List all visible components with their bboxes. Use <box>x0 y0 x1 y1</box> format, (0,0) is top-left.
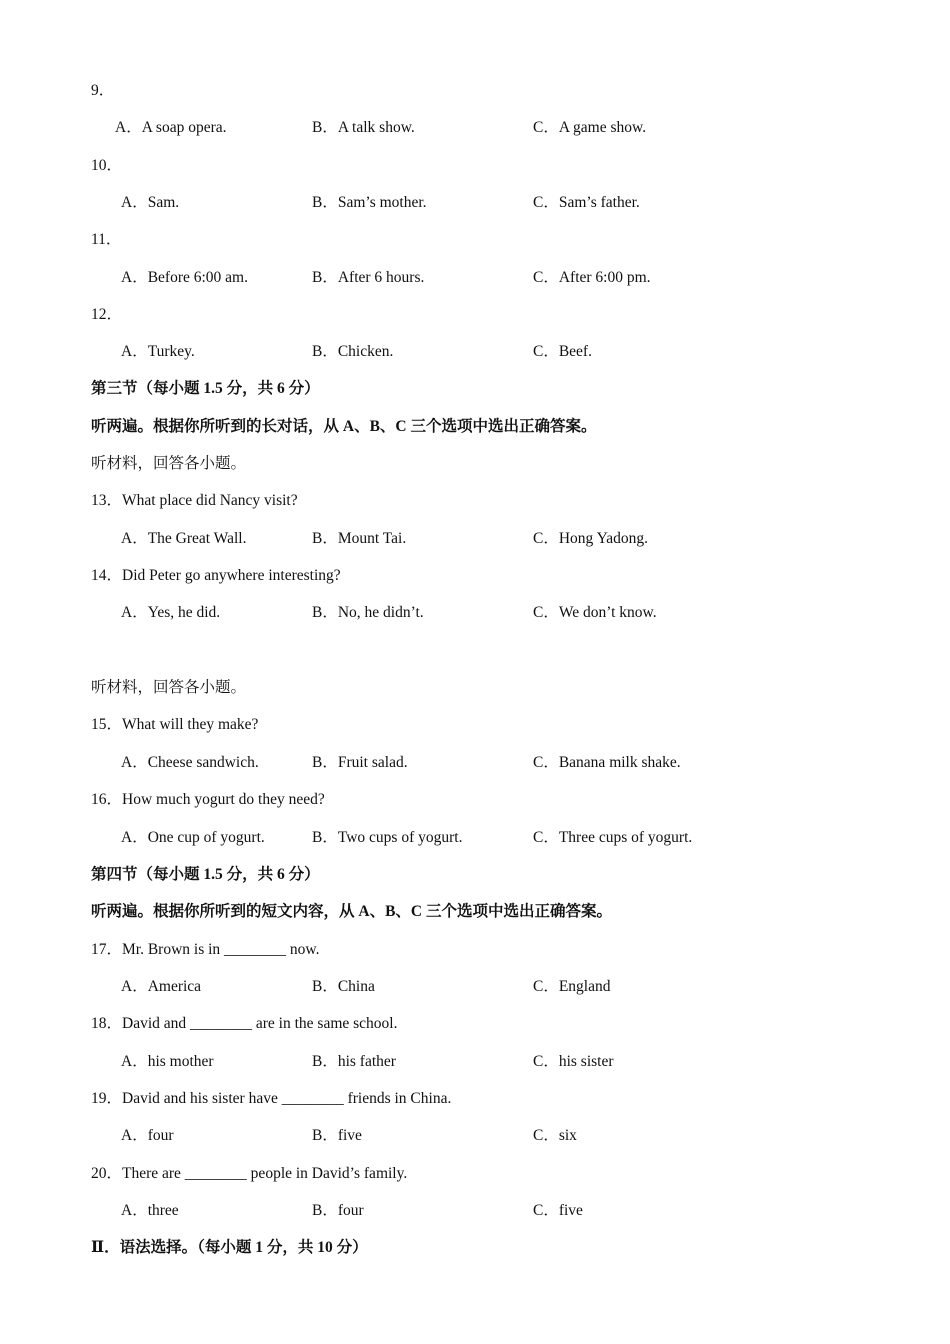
option-b: B．A talk show. <box>312 119 415 136</box>
option-a: A．Cheese sandwich. <box>121 754 259 771</box>
option-c: C．six <box>533 1127 577 1144</box>
material-prompt: 听材料，回答各小题。 <box>91 455 247 472</box>
question-stem: 17．Mr. Brown is in ________ now. <box>91 941 320 958</box>
option-b: B．Two cups of yogurt. <box>312 829 463 846</box>
question-stem: 16．How much yogurt do they need? <box>91 791 325 808</box>
option-b: B．his father <box>312 1053 396 1070</box>
question-stem: 19．David and his sister have ________ friends in China. <box>91 1090 452 1107</box>
option-b: B．China <box>312 978 375 995</box>
question-number: 9． <box>91 82 115 99</box>
question-stem: 15．What will they make? <box>91 716 259 733</box>
option-b: B．Fruit salad. <box>312 754 408 771</box>
question-stem: 14．Did Peter go anywhere interesting? <box>91 567 341 584</box>
option-b: B．Chicken. <box>312 343 394 360</box>
question-stem: 18．David and ________ are in the same school. <box>91 1015 398 1032</box>
option-a: A．his mother <box>121 1053 214 1070</box>
option-c: C．Hong Yadong. <box>533 530 648 547</box>
option-a: A．four <box>121 1127 174 1144</box>
option-a: A．Yes, he did. <box>121 604 221 621</box>
section-instruction: 听两遍。根据你所听到的长对话，从 A、B、C 三个选项中选出正确答案。 <box>91 418 597 435</box>
option-c: C．five <box>533 1202 583 1219</box>
option-a: A．three <box>121 1202 179 1219</box>
option-c: C．England <box>533 978 611 995</box>
option-a: A．Before 6:00 am. <box>121 269 248 286</box>
option-c: C．A game show. <box>533 119 647 136</box>
section-instruction: 听两遍。根据你所听到的短文内容，从 A、B、C 三个选项中选出正确答案。 <box>91 903 612 920</box>
option-c: C．Beef. <box>533 343 592 360</box>
material-prompt: 听材料，回答各小题。 <box>91 679 247 696</box>
question-stem: 20．There are ________ people in David’s family. <box>91 1165 408 1182</box>
option-a: A．One cup of yogurt. <box>121 829 265 846</box>
option-c: C．We don’t know. <box>533 604 657 621</box>
option-a: A．The Great Wall. <box>121 530 247 547</box>
section-title: 第四节（每小题 1.5 分，共 6 分） <box>91 866 320 883</box>
option-a: A．A soap opera. <box>115 119 227 136</box>
option-c: C．his sister <box>533 1053 614 1070</box>
option-b: B．After 6 hours. <box>312 269 425 286</box>
option-a: A．America <box>121 978 202 995</box>
option-a: A．Turkey. <box>121 343 195 360</box>
option-b: B．five <box>312 1127 362 1144</box>
option-b: B．Sam’s mother. <box>312 194 427 211</box>
section-title: 第三节（每小题 1.5 分，共 6 分） <box>91 380 320 397</box>
part-title: Ⅱ．语法选择。（每小题 1 分，共 10 分） <box>91 1239 368 1256</box>
option-b: B．four <box>312 1202 364 1219</box>
option-b: B．No, he didn’t. <box>312 604 424 621</box>
question-stem: 13．What place did Nancy visit? <box>91 492 298 509</box>
question-number: 10． <box>91 157 123 174</box>
question-number: 12． <box>91 306 123 323</box>
option-a: A．Sam. <box>121 194 180 211</box>
option-c: C．Sam’s father. <box>533 194 640 211</box>
option-b: B．Mount Tai. <box>312 530 407 547</box>
question-number: 11． <box>91 231 122 248</box>
option-c: C．Banana milk shake. <box>533 754 681 771</box>
option-c: C．After 6:00 pm. <box>533 269 651 286</box>
option-c: C．Three cups of yogurt. <box>533 829 693 846</box>
